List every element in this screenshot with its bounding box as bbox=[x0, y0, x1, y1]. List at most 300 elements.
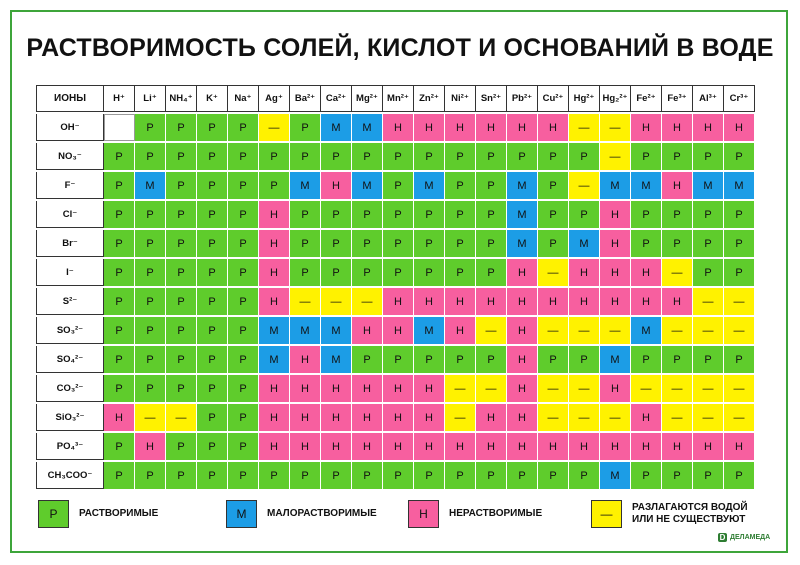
solubility-cell: — bbox=[631, 375, 662, 402]
solubility-cell: — bbox=[600, 404, 631, 431]
solubility-cell: Н bbox=[538, 288, 569, 315]
solubility-cell: Р bbox=[104, 230, 135, 257]
solubility-cell: — bbox=[538, 259, 569, 286]
cation-header: Ag⁺ bbox=[259, 85, 290, 112]
solubility-cell: — bbox=[259, 114, 290, 141]
solubility-cell: Р bbox=[724, 346, 755, 373]
solubility-cell: Р bbox=[538, 230, 569, 257]
solubility-cell: Р bbox=[662, 201, 693, 228]
solubility-cell: Р bbox=[445, 259, 476, 286]
legend-swatch-soluble: Р bbox=[38, 500, 69, 528]
solubility-cell: Р bbox=[538, 172, 569, 199]
solubility-cell: М bbox=[631, 172, 662, 199]
solubility-cell: М bbox=[321, 346, 352, 373]
solubility-cell: Н bbox=[383, 404, 414, 431]
solubility-cell: — bbox=[321, 288, 352, 315]
legend-insoluble bbox=[408, 500, 542, 528]
solubility-cell: Н bbox=[414, 375, 445, 402]
cation-header: Cu²⁺ bbox=[538, 85, 569, 112]
solubility-cell: М bbox=[693, 172, 724, 199]
solubility-cell: Р bbox=[135, 201, 166, 228]
solubility-cell: М bbox=[724, 172, 755, 199]
solubility-cell: Н bbox=[631, 404, 662, 431]
solubility-cell: Н bbox=[445, 114, 476, 141]
solubility-cell: Н bbox=[507, 433, 538, 460]
solubility-cell: Р bbox=[197, 201, 228, 228]
solubility-cell: — bbox=[600, 114, 631, 141]
solubility-cell: Р bbox=[197, 230, 228, 257]
solubility-cell: М bbox=[631, 317, 662, 344]
cation-header: H⁺ bbox=[104, 85, 135, 112]
solubility-cell: — bbox=[600, 143, 631, 170]
solubility-cell: Р bbox=[383, 143, 414, 170]
solubility-cell: Н bbox=[383, 288, 414, 315]
legend-swatch-decompose: — bbox=[591, 500, 622, 528]
solubility-cell: Р bbox=[228, 114, 259, 141]
solubility-cell: М bbox=[135, 172, 166, 199]
cation-header: NH₄⁺ bbox=[166, 85, 197, 112]
solubility-cell: Р bbox=[445, 462, 476, 489]
solubility-cell: Р bbox=[414, 230, 445, 257]
solubility-cell: Р bbox=[228, 201, 259, 228]
solubility-cell: Р bbox=[414, 259, 445, 286]
solubility-cell: Р bbox=[724, 201, 755, 228]
solubility-cell: Р bbox=[724, 259, 755, 286]
solubility-cell: — bbox=[662, 259, 693, 286]
solubility-cell: Н bbox=[259, 433, 290, 460]
solubility-cell: М bbox=[600, 462, 631, 489]
solubility-cell: Р bbox=[538, 201, 569, 228]
solubility-cell: — bbox=[135, 404, 166, 431]
solubility-cell: Р bbox=[693, 143, 724, 170]
anion-label: PO₄³⁻ bbox=[36, 433, 104, 460]
anion-label: S²⁻ bbox=[36, 288, 104, 315]
solubility-cell: Р bbox=[724, 230, 755, 257]
solubility-cell: Р bbox=[104, 172, 135, 199]
solubility-cell: Р bbox=[135, 346, 166, 373]
solubility-cell: М bbox=[507, 230, 538, 257]
solubility-cell: Р bbox=[476, 346, 507, 373]
solubility-cell: — bbox=[662, 317, 693, 344]
solubility-cell: Р bbox=[104, 346, 135, 373]
solubility-cell: Н bbox=[352, 317, 383, 344]
solubility-cell: Р bbox=[104, 259, 135, 286]
solubility-cell: Р bbox=[724, 143, 755, 170]
solubility-cell: Р bbox=[631, 143, 662, 170]
solubility-cell: Р bbox=[507, 143, 538, 170]
solubility-cell: Р bbox=[383, 462, 414, 489]
solubility-cell: Н bbox=[569, 259, 600, 286]
solubility-cell: М bbox=[290, 317, 321, 344]
solubility-cell: Р bbox=[166, 375, 197, 402]
solubility-cell: Н bbox=[104, 404, 135, 431]
solubility-cell: Р bbox=[445, 346, 476, 373]
solubility-cell: Р bbox=[662, 462, 693, 489]
cation-header: Cr³⁺ bbox=[724, 85, 755, 112]
anion-label: SO₄²⁻ bbox=[36, 346, 104, 373]
solubility-cell: М bbox=[259, 346, 290, 373]
solubility-cell: Р bbox=[166, 230, 197, 257]
solubility-cell: Н bbox=[476, 288, 507, 315]
solubility-cell: Н bbox=[290, 404, 321, 431]
solubility-cell: М bbox=[569, 230, 600, 257]
solubility-cell: Р bbox=[228, 259, 259, 286]
solubility-cell: — bbox=[445, 375, 476, 402]
solubility-cell: М bbox=[507, 172, 538, 199]
solubility-cell: — bbox=[724, 317, 755, 344]
solubility-cell: Н bbox=[507, 375, 538, 402]
solubility-cell: Р bbox=[290, 259, 321, 286]
solubility-cell: Р bbox=[476, 201, 507, 228]
solubility-cell: Р bbox=[383, 346, 414, 373]
solubility-cell: Н bbox=[507, 346, 538, 373]
solubility-cell: Р bbox=[414, 201, 445, 228]
solubility-cell: Н bbox=[321, 433, 352, 460]
solubility-cell: Р bbox=[476, 172, 507, 199]
solubility-cell: Р bbox=[352, 259, 383, 286]
solubility-cell: Р bbox=[135, 143, 166, 170]
solubility-cell: — bbox=[569, 375, 600, 402]
cation-header: Mg²⁺ bbox=[352, 85, 383, 112]
solubility-cell: Н bbox=[507, 317, 538, 344]
solubility-cell: Н bbox=[290, 433, 321, 460]
cation-header: Hg₂²⁺ bbox=[600, 85, 631, 112]
solubility-cell: Р bbox=[383, 230, 414, 257]
solubility-cell: — bbox=[569, 317, 600, 344]
solubility-cell: Н bbox=[321, 404, 352, 431]
solubility-cell: Р bbox=[228, 288, 259, 315]
solubility-cell: М bbox=[321, 114, 352, 141]
solubility-cell: Р bbox=[538, 462, 569, 489]
solubility-cell: Р bbox=[166, 346, 197, 373]
solubility-cell: Н bbox=[662, 288, 693, 315]
solubility-cell: Р bbox=[693, 201, 724, 228]
solubility-cell: Р bbox=[662, 346, 693, 373]
solubility-cell: Н bbox=[600, 259, 631, 286]
solubility-cell: Р bbox=[352, 462, 383, 489]
solubility-cell: Р bbox=[228, 404, 259, 431]
solubility-cell: Р bbox=[228, 462, 259, 489]
solubility-cell: Р bbox=[290, 462, 321, 489]
cation-header: Sn²⁺ bbox=[476, 85, 507, 112]
solubility-cell: Н bbox=[693, 433, 724, 460]
solubility-cell: Н bbox=[662, 433, 693, 460]
solubility-cell: М bbox=[600, 172, 631, 199]
publisher-logo bbox=[718, 533, 770, 542]
solubility-cell: М bbox=[414, 317, 445, 344]
solubility-cell: Н bbox=[600, 201, 631, 228]
cation-header: Pb²⁺ bbox=[507, 85, 538, 112]
solubility-cell: Н bbox=[445, 433, 476, 460]
solubility-cell: Н bbox=[507, 114, 538, 141]
solubility-cell: Н bbox=[507, 404, 538, 431]
cation-header: K⁺ bbox=[197, 85, 228, 112]
solubility-cell: Р bbox=[538, 143, 569, 170]
solubility-cell: Р bbox=[476, 462, 507, 489]
solubility-cell: Н bbox=[569, 433, 600, 460]
solubility-cell: Р bbox=[259, 172, 290, 199]
solubility-cell: — bbox=[445, 404, 476, 431]
solubility-cell: Р bbox=[228, 433, 259, 460]
solubility-cell: Р bbox=[290, 230, 321, 257]
solubility-cell: Р bbox=[631, 201, 662, 228]
solubility-cell: — bbox=[693, 317, 724, 344]
legend-label-insoluble: НЕРАСТВОРИМЫЕ bbox=[449, 508, 543, 519]
solubility-cell: Р bbox=[228, 172, 259, 199]
solubility-cell: Р bbox=[166, 201, 197, 228]
solubility-cell: Р bbox=[724, 462, 755, 489]
solubility-cell: Р bbox=[352, 143, 383, 170]
solubility-cell: Н bbox=[414, 404, 445, 431]
solubility-cell: Р bbox=[569, 201, 600, 228]
solubility-cell: Н bbox=[259, 201, 290, 228]
solubility-cell: Р bbox=[197, 404, 228, 431]
solubility-cell: Р bbox=[104, 201, 135, 228]
solubility-cell: Р bbox=[290, 114, 321, 141]
solubility-cell: Р bbox=[197, 172, 228, 199]
solubility-cell: Р bbox=[321, 462, 352, 489]
solubility-cell: — bbox=[569, 172, 600, 199]
solubility-cell: Р bbox=[228, 230, 259, 257]
solubility-cell: Н bbox=[600, 375, 631, 402]
solubility-cell: Н bbox=[631, 433, 662, 460]
cation-header: Na⁺ bbox=[228, 85, 259, 112]
solubility-cell: М bbox=[259, 317, 290, 344]
solubility-cell: — bbox=[166, 404, 197, 431]
solubility-cell: — bbox=[569, 114, 600, 141]
solubility-cell: Р bbox=[104, 433, 135, 460]
solubility-cell: Р bbox=[693, 259, 724, 286]
solubility-cell: Р bbox=[445, 172, 476, 199]
solubility-cell: Н bbox=[383, 317, 414, 344]
solubility-cell: Р bbox=[197, 375, 228, 402]
anion-label: CH₃COO⁻ bbox=[36, 462, 104, 489]
solubility-cell: Р bbox=[166, 317, 197, 344]
anion-label: Cl⁻ bbox=[36, 201, 104, 228]
legend-label-slightly-soluble: МАЛОРАСТВОРИМЫЕ bbox=[267, 508, 377, 519]
solubility-cell: Н bbox=[507, 288, 538, 315]
anion-label: Br⁻ bbox=[36, 230, 104, 257]
solubility-cell: Р bbox=[135, 114, 166, 141]
cation-header: Fe²⁺ bbox=[631, 85, 662, 112]
solubility-cell: Н bbox=[383, 433, 414, 460]
solubility-cell: Р bbox=[104, 375, 135, 402]
solubility-cell: Н bbox=[321, 375, 352, 402]
solubility-cell: Н bbox=[507, 259, 538, 286]
solubility-cell: Р bbox=[197, 317, 228, 344]
solubility-cell: Р bbox=[197, 259, 228, 286]
solubility-cell: Р bbox=[414, 143, 445, 170]
solubility-cell: — bbox=[724, 288, 755, 315]
solubility-cell: — bbox=[724, 375, 755, 402]
solubility-cell: Н bbox=[569, 288, 600, 315]
solubility-cell: Н bbox=[414, 114, 445, 141]
solubility-cell: Н bbox=[321, 172, 352, 199]
solubility-cell: М bbox=[600, 346, 631, 373]
legend-label-soluble: РАСТВОРИМЫЕ bbox=[79, 508, 159, 519]
solubility-cell: Р bbox=[104, 288, 135, 315]
solubility-cell: Р bbox=[135, 462, 166, 489]
anion-label: I⁻ bbox=[36, 259, 104, 286]
solubility-cell: — bbox=[538, 375, 569, 402]
solubility-cell: М bbox=[352, 172, 383, 199]
solubility-cell: Р bbox=[662, 143, 693, 170]
solubility-cell: Н bbox=[693, 114, 724, 141]
solubility-cell: — bbox=[724, 404, 755, 431]
solubility-cell: М bbox=[414, 172, 445, 199]
cation-header: Zn²⁺ bbox=[414, 85, 445, 112]
solubility-cell: Р bbox=[166, 114, 197, 141]
solubility-cell: М bbox=[321, 317, 352, 344]
solubility-cell: — bbox=[693, 288, 724, 315]
solubility-cell: Р bbox=[631, 230, 662, 257]
solubility-cell: Р bbox=[414, 346, 445, 373]
anion-label: SiO₃²⁻ bbox=[36, 404, 104, 431]
legend-slightly-soluble bbox=[226, 500, 377, 528]
solubility-cell: Н bbox=[662, 172, 693, 199]
solubility-cell: Н bbox=[724, 433, 755, 460]
solubility-cell: Н bbox=[259, 288, 290, 315]
solubility-cell: — bbox=[569, 404, 600, 431]
solubility-cell: Н bbox=[600, 288, 631, 315]
solubility-cell: Р bbox=[569, 462, 600, 489]
solubility-cell: Р bbox=[569, 143, 600, 170]
solubility-cell: — bbox=[662, 404, 693, 431]
cation-header: Ca²⁺ bbox=[321, 85, 352, 112]
cation-header: Mn²⁺ bbox=[383, 85, 414, 112]
solubility-cell: — bbox=[538, 404, 569, 431]
cation-header: Ni²⁺ bbox=[445, 85, 476, 112]
solubility-cell: Н bbox=[445, 288, 476, 315]
solubility-cell: Н bbox=[290, 375, 321, 402]
solubility-cell: Р bbox=[383, 259, 414, 286]
solubility-cell: — bbox=[352, 288, 383, 315]
solubility-cell: Р bbox=[476, 259, 507, 286]
solubility-cell: Р bbox=[135, 317, 166, 344]
solubility-cell: Р bbox=[166, 259, 197, 286]
anion-label: NO₃⁻ bbox=[36, 143, 104, 170]
solubility-cell: Р bbox=[693, 230, 724, 257]
solubility-cell: Р bbox=[228, 143, 259, 170]
solubility-cell: Н bbox=[724, 114, 755, 141]
solubility-cell: Р bbox=[135, 375, 166, 402]
solubility-cell: Р bbox=[197, 143, 228, 170]
solubility-cell: Р bbox=[259, 462, 290, 489]
solubility-cell: Р bbox=[290, 143, 321, 170]
solubility-cell: Н bbox=[414, 288, 445, 315]
solubility-cell: Р bbox=[197, 462, 228, 489]
solubility-cell: — bbox=[290, 288, 321, 315]
solubility-cell: Р bbox=[166, 288, 197, 315]
solubility-cell: Р bbox=[476, 143, 507, 170]
solubility-cell: Р bbox=[569, 346, 600, 373]
solubility-cell: — bbox=[662, 375, 693, 402]
solubility-cell: Р bbox=[476, 230, 507, 257]
solubility-cell: Р bbox=[228, 317, 259, 344]
solubility-cell: — bbox=[538, 317, 569, 344]
solubility-cell: Р bbox=[631, 462, 662, 489]
solubility-cell: Н bbox=[600, 230, 631, 257]
solubility-cell: Р bbox=[321, 230, 352, 257]
solubility-cell: Р bbox=[352, 230, 383, 257]
solubility-cell: Р bbox=[197, 288, 228, 315]
solubility-cell: Р bbox=[197, 433, 228, 460]
solubility-cell: Н bbox=[476, 433, 507, 460]
solubility-cell: Р bbox=[228, 346, 259, 373]
solubility-cell: Н bbox=[259, 230, 290, 257]
solubility-cell: — bbox=[476, 317, 507, 344]
anion-label: SO₃²⁻ bbox=[36, 317, 104, 344]
solubility-cell: Р bbox=[259, 143, 290, 170]
cation-header: Hg²⁺ bbox=[569, 85, 600, 112]
cation-header: Fe³⁺ bbox=[662, 85, 693, 112]
solubility-cell: Р bbox=[228, 375, 259, 402]
solubility-cell: Р bbox=[445, 143, 476, 170]
solubility-cell: Р bbox=[352, 201, 383, 228]
solubility-cell: Н bbox=[662, 114, 693, 141]
solubility-cell: Н bbox=[538, 433, 569, 460]
solubility-cell: — bbox=[600, 317, 631, 344]
solubility-cell: Н bbox=[259, 375, 290, 402]
solubility-cell: М bbox=[507, 201, 538, 228]
solubility-cell: Р bbox=[166, 172, 197, 199]
solubility-cell: — bbox=[476, 375, 507, 402]
solubility-cell: Р bbox=[166, 462, 197, 489]
solubility-cell: Н bbox=[538, 114, 569, 141]
solubility-cell: Н bbox=[352, 404, 383, 431]
solubility-cell: Р bbox=[631, 346, 662, 373]
legend-label-decompose-line2: ИЛИ НЕ СУЩЕСТВУЮТ bbox=[632, 514, 746, 525]
solubility-cell: Н bbox=[259, 259, 290, 286]
solubility-cell: Н bbox=[631, 259, 662, 286]
solubility-cell: Н bbox=[631, 288, 662, 315]
solubility-cell: Н bbox=[600, 433, 631, 460]
anion-label: F⁻ bbox=[36, 172, 104, 199]
solubility-cell: Н bbox=[383, 114, 414, 141]
solubility-cell: Р bbox=[197, 114, 228, 141]
solubility-cell: Р bbox=[135, 288, 166, 315]
solubility-cell: Р bbox=[445, 230, 476, 257]
solubility-cell: Р bbox=[383, 172, 414, 199]
solubility-cell: Р bbox=[693, 462, 724, 489]
page-title: РАСТВОРИМОСТЬ СОЛЕЙ, КИСЛОТ И ОСНОВАНИЙ В ВОДЕ bbox=[26, 34, 774, 62]
solubility-cell: — bbox=[693, 404, 724, 431]
solubility-cell: Н bbox=[445, 317, 476, 344]
solubility-cell: Р bbox=[321, 143, 352, 170]
solubility-cell: Р bbox=[166, 143, 197, 170]
solubility-cell: Н bbox=[352, 433, 383, 460]
solubility-cell: М bbox=[352, 114, 383, 141]
solubility-cell: Н bbox=[414, 433, 445, 460]
solubility-cell: Н bbox=[383, 375, 414, 402]
solubility-cell: Р bbox=[383, 201, 414, 228]
solubility-cell: Н bbox=[135, 433, 166, 460]
solubility-cell: Р bbox=[662, 230, 693, 257]
solubility-cell: Р bbox=[352, 346, 383, 373]
solubility-cell: Р bbox=[135, 230, 166, 257]
solubility-cell: Р bbox=[538, 346, 569, 373]
cation-header: Ba²⁺ bbox=[290, 85, 321, 112]
anion-label: OH⁻ bbox=[36, 114, 104, 141]
legend-soluble bbox=[38, 500, 158, 528]
solubility-cell: Р bbox=[197, 346, 228, 373]
solubility-cell: Р bbox=[104, 317, 135, 344]
cation-header: Al³⁺ bbox=[693, 85, 724, 112]
logo-text: ДЕЛАМЕДА bbox=[730, 534, 771, 541]
solubility-cell: Р bbox=[507, 462, 538, 489]
solubility-cell: Р bbox=[321, 201, 352, 228]
legend-swatch-slightly-soluble: М bbox=[226, 500, 257, 528]
